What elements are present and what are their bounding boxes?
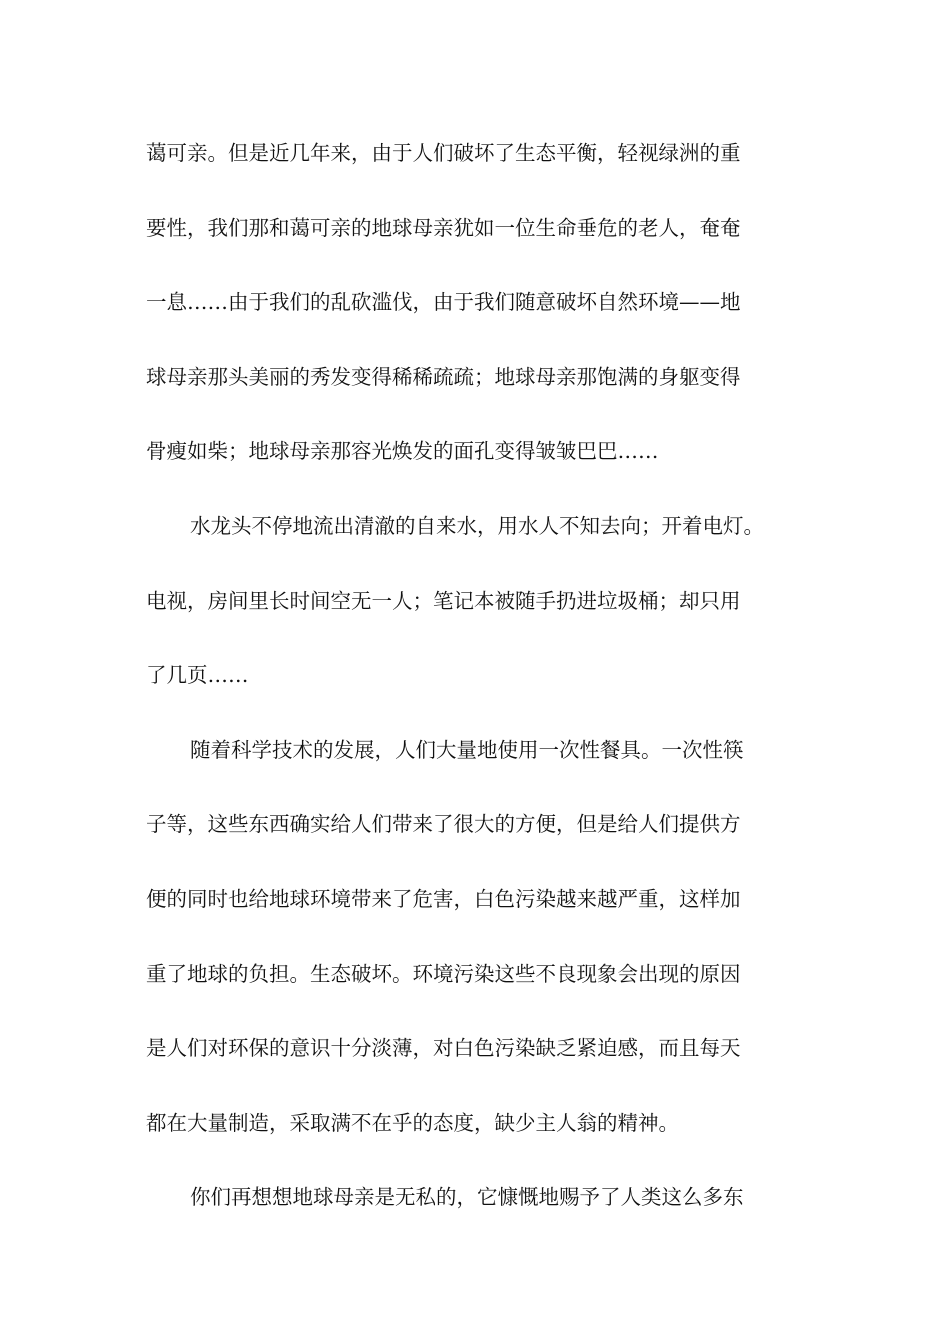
text-line: 重了地球的负担。生态破坏。环境污染这些不良现象会出现的原因 (146, 961, 741, 986)
paragraph-first-line: 水龙头不停地流出清澈的自来水，用水人不知去向；开着电灯。 (190, 513, 764, 538)
text-line: 蔼可亲。但是近几年来，由于人们破坏了生态平衡，轻视绿洲的重 (146, 141, 741, 165)
text-line: 都在大量制造，采取满不在乎的态度，缺少主人翁的精神。 (146, 1110, 679, 1135)
paragraph-first-line: 你们再想想地球母亲是无私的，它慷慨地赐予了人类这么多东 (190, 1185, 744, 1210)
text-line: 要性，我们那和蔼可亲的地球母亲犹如一位生命垂危的老人，奄奄 (146, 215, 741, 240)
text-line: 了几页…… (146, 663, 249, 688)
text-line: 是人们对环保的意识十分淡薄，对白色污染缺乏紧迫感，而且每天 (146, 1036, 741, 1061)
text-line: 电视，房间里长时间空无一人；笔记本被随手扔进垃圾桶；却只用 (146, 588, 741, 613)
text-line: 骨瘦如柴；地球母亲那容光焕发的面孔变得皱皱巴巴…… (146, 439, 659, 464)
text-line: 一息……由于我们的乱砍滥伐，由于我们随意破坏自然环境——地 (146, 290, 741, 315)
paragraph-first-line: 随着科学技术的发展，人们大量地使用一次性餐具。一次性筷 (190, 737, 744, 762)
text-line: 球母亲那头美丽的秀发变得稀稀疏疏；地球母亲那饱满的身躯变得 (146, 364, 741, 389)
text-line: 便的同时也给地球环境带来了危害，白色污染越来越严重，这样加 (146, 886, 741, 911)
text-line: 子等，这些东西确实给人们带来了很大的方便，但是给人们提供方 (146, 812, 741, 837)
document-body (146, 132, 818, 1251)
